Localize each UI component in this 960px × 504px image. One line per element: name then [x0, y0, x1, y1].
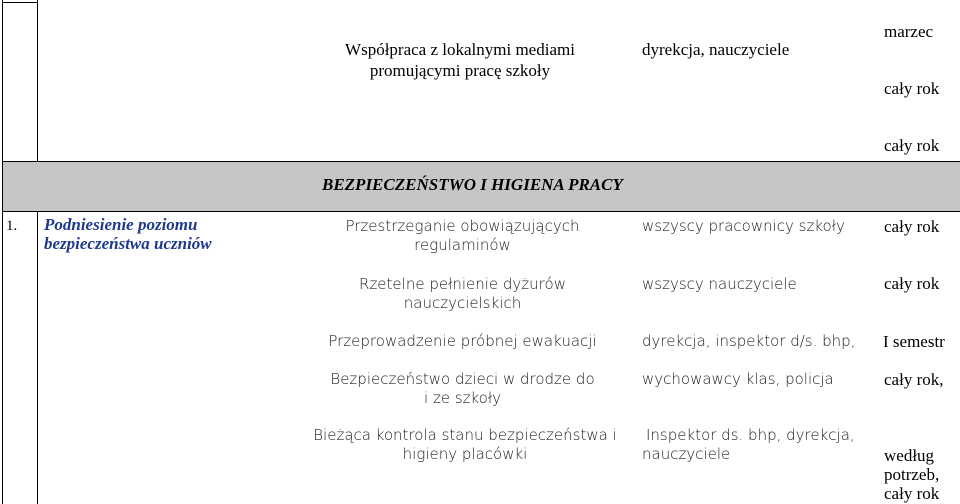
table-border-top	[2, 2, 38, 3]
responsible-1: wszyscy pracownicy szkoły	[642, 217, 845, 235]
term-5-line-3: cały rok	[884, 484, 940, 503]
activity-2-line-2: nauczycielskich	[403, 294, 522, 312]
activity-media-line-1: Współpraca z lokalnymi mediami	[345, 40, 575, 59]
term-2: cały rok	[884, 274, 940, 293]
activity-media-line-2: promującymi pracę szkoły	[369, 61, 551, 80]
activity-4-line-2: i ze szkoły	[424, 389, 501, 407]
responsible-4: wychowawcy klas, policja	[642, 370, 834, 388]
term-top-2: cały rok	[884, 79, 940, 98]
activity-4-line-1: Bezpieczeństwo dzieci w drodze do	[330, 370, 595, 388]
goal-number: 1.	[6, 218, 18, 234]
table-border-left	[2, 0, 3, 504]
goal-title-line-1: Podniesienie poziomu	[44, 215, 198, 234]
responsible-5-line-2: nauczyciele	[642, 445, 731, 463]
activity-5-line-2: higieny placówki	[402, 445, 528, 463]
section-header-title: BEZPIECZEŃSTWO I HIGIENA PRACY	[322, 175, 623, 194]
column-divider-1-bottom	[37, 211, 38, 504]
responsible-media: dyrekcja, nauczyciele	[642, 40, 790, 59]
term-5-line-2: potrzeb,	[884, 465, 940, 484]
term-top-3: cały rok	[884, 136, 940, 155]
term-top-1: marzec	[884, 22, 934, 41]
goal-title-line-2: bezpieczeństwa uczniów	[44, 234, 212, 253]
column-divider-1-top	[37, 0, 38, 161]
activity-1-line-1: Przestrzeganie obowiązujących	[345, 217, 580, 235]
activity-5-line-1: Bieżąca kontrola stanu bezpieczeństwa i	[313, 426, 617, 444]
responsible-3: dyrekcja, inspektor d/s. bhp,	[642, 332, 856, 350]
section-band-top-line	[2, 161, 960, 162]
term-4: cały rok,	[884, 370, 944, 389]
term-3: I semestr	[883, 332, 945, 351]
term-5-line-1: według	[884, 446, 935, 465]
responsible-2: wszyscy nauczyciele	[642, 275, 797, 293]
activity-1-line-2: regulaminów	[414, 236, 511, 254]
term-1: cały rok	[884, 217, 940, 236]
responsible-5-line-1: Inspektor ds. bhp, dyrekcja,	[646, 426, 855, 444]
activity-2-line-1: Rzetelne pełnienie dyżurów	[359, 275, 566, 293]
section-band-bottom-line	[2, 211, 960, 212]
activity-3-line-1: Przeprowadzenie próbnej ewakuacji	[328, 332, 597, 350]
